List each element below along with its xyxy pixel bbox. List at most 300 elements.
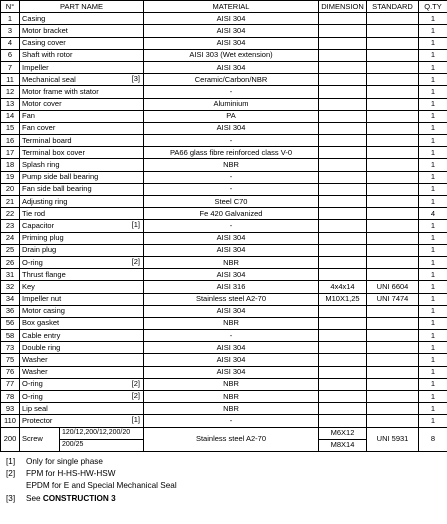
part-name: [20, 415, 144, 427]
header-dimension: DIMENSION: [319, 1, 367, 13]
table-row: [1, 256, 447, 268]
part-no: 25: [1, 244, 20, 256]
part-dimension: [319, 220, 367, 232]
part-no: 14: [1, 110, 20, 122]
part-dimension: [319, 122, 367, 134]
part-note-ref: [3]: [131, 74, 140, 84]
part-no: 110: [1, 415, 20, 427]
part-material: Steel C70: [144, 196, 319, 208]
part-material: AISI 304: [144, 354, 319, 366]
part-name-text: Box gasket: [22, 318, 60, 328]
part-name-text: O-ring: [22, 391, 43, 401]
part-dimension: [319, 244, 367, 256]
header-standard: STANDARD: [367, 1, 419, 13]
part-name: [20, 159, 144, 171]
part-material: AISI 304: [144, 232, 319, 244]
part-qty: 1: [419, 378, 447, 390]
part-name-text: Cable entry: [22, 330, 61, 340]
part-qty: 1: [419, 342, 447, 354]
part-name: [20, 208, 144, 220]
part-no: 13: [1, 98, 20, 110]
table-row: [1, 342, 447, 354]
part-name-text: Double ring: [22, 342, 61, 352]
footnote-2: [6, 468, 177, 480]
footnote-3-text: [26, 493, 116, 505]
part-standard: [367, 305, 419, 317]
part-standard: [367, 220, 419, 232]
part-qty: 1: [419, 171, 447, 183]
part-qty: 1: [419, 366, 447, 378]
table-row: [1, 147, 447, 159]
part-standard: [367, 74, 419, 86]
part-note-ref: [2]: [131, 378, 140, 388]
part-qty: 1: [419, 330, 447, 342]
part-material: AISI 316: [144, 281, 319, 293]
part-dimension: [319, 183, 367, 195]
part-name-text: Casing cover: [22, 38, 66, 48]
part-name: [20, 122, 144, 134]
part-no: 26: [1, 256, 20, 268]
part-material: NBR: [144, 391, 319, 403]
part-name-text: Pump side ball bearing: [22, 172, 99, 182]
table-row: [1, 366, 447, 378]
part-material: AISI 304: [144, 366, 319, 378]
part-dimension: [319, 232, 367, 244]
part-no: 15: [1, 122, 20, 134]
part-name: [20, 220, 144, 232]
part-name-text: Washer: [22, 367, 48, 377]
part-name-text: O-ring: [22, 257, 43, 267]
part-no: 16: [1, 135, 20, 147]
part-name: [20, 391, 144, 403]
screw-material: Stainless steel A2-70: [144, 427, 319, 451]
part-dimension: [319, 354, 367, 366]
part-qty: 1: [419, 25, 447, 37]
part-dimension: [319, 366, 367, 378]
part-note-ref: [2]: [131, 256, 140, 266]
part-standard: [367, 49, 419, 61]
table-row: [1, 378, 447, 390]
part-dimension: [319, 305, 367, 317]
part-material: Fe 420 Galvanized: [144, 208, 319, 220]
part-name-text: Impeller nut: [22, 294, 62, 304]
table-row: [1, 415, 447, 427]
part-no: 11: [1, 74, 20, 86]
part-material: AISI 304: [144, 61, 319, 73]
part-qty: 1: [419, 159, 447, 171]
part-note-ref: [1]: [131, 415, 140, 425]
part-name: [20, 293, 144, 305]
part-name: [20, 244, 144, 256]
part-name: [20, 13, 144, 25]
part-name: [20, 86, 144, 98]
part-standard: [367, 342, 419, 354]
part-qty: 1: [419, 37, 447, 49]
table-row: [1, 122, 447, 134]
screw-sizes-2: 200/25: [60, 439, 144, 451]
footnote-1-tag: [1]: [6, 457, 16, 466]
part-no: 21: [1, 196, 20, 208]
part-qty: 1: [419, 86, 447, 98]
part-no: 20: [1, 183, 20, 195]
table-row: [1, 183, 447, 195]
part-material: AISI 304: [144, 37, 319, 49]
part-standard: [367, 98, 419, 110]
part-no: 24: [1, 232, 20, 244]
part-dimension: [319, 74, 367, 86]
part-dimension: [319, 86, 367, 98]
part-name: [20, 37, 144, 49]
screw-standard: UNI 5931: [367, 427, 419, 451]
part-dimension: [319, 98, 367, 110]
part-name-text: Terminal box cover: [22, 147, 85, 157]
part-standard: [367, 86, 419, 98]
part-dimension: 4x4x14: [319, 281, 367, 293]
part-material: NBR: [144, 159, 319, 171]
part-dimension: [319, 49, 367, 61]
part-standard: UNI 6604: [367, 281, 419, 293]
table-row: [1, 293, 447, 305]
table-row: [1, 25, 447, 37]
header-row: [1, 1, 447, 13]
part-qty: 1: [419, 196, 447, 208]
part-dimension: [319, 415, 367, 427]
screw-no: 200: [1, 427, 20, 451]
part-name: [20, 269, 144, 281]
part-no: 22: [1, 208, 20, 220]
part-standard: [367, 330, 419, 342]
part-material: AISI 304: [144, 244, 319, 256]
screw-dimension-2: M8X14: [319, 439, 367, 451]
part-name-text: Adjusting ring: [22, 196, 68, 206]
part-no: 93: [1, 403, 20, 415]
part-dimension: [319, 25, 367, 37]
part-qty: 1: [419, 305, 447, 317]
part-standard: [367, 354, 419, 366]
part-no: 73: [1, 342, 20, 354]
part-qty: 1: [419, 403, 447, 415]
part-name-text: Protector: [22, 415, 53, 425]
table-row: [1, 49, 447, 61]
part-no: 17: [1, 147, 20, 159]
part-qty: 1: [419, 110, 447, 122]
part-name: [20, 135, 144, 147]
part-name-text: Mechanical seal: [22, 74, 76, 84]
part-dimension: M10X1,25: [319, 293, 367, 305]
part-standard: [367, 244, 419, 256]
footnote-1-text: Only for single phase: [26, 457, 103, 466]
header-qty: Q.TY: [419, 1, 447, 13]
part-name: [20, 330, 144, 342]
header-part-name: PART NAME: [20, 1, 144, 13]
part-qty: 1: [419, 122, 447, 134]
part-name: [20, 281, 144, 293]
part-name: [20, 317, 144, 329]
part-name: [20, 305, 144, 317]
part-no: 34: [1, 293, 20, 305]
part-name: [20, 366, 144, 378]
part-name-text: Priming plug: [22, 233, 64, 243]
part-material: -: [144, 415, 319, 427]
part-name-text: Fan: [22, 111, 35, 121]
part-no: 7: [1, 61, 20, 73]
part-note-ref: [1]: [131, 220, 140, 230]
table-row: [1, 196, 447, 208]
footnotes: [6, 456, 177, 505]
table-row: [1, 13, 447, 25]
part-name-text: Thrust flange: [22, 269, 66, 279]
part-name: [20, 25, 144, 37]
part-name-text: Drain plug: [22, 245, 57, 255]
footnote-2-text-2: EPDM for E and Special Mechanical Seal: [26, 481, 177, 491]
part-qty: 4: [419, 208, 447, 220]
part-material: NBR: [144, 378, 319, 390]
table-row: [1, 74, 447, 86]
part-qty: 1: [419, 317, 447, 329]
part-material: PA66 glass fibre reinforced class V-0: [144, 147, 319, 159]
part-no: 75: [1, 354, 20, 366]
table-row: [1, 37, 447, 49]
table-row: [1, 171, 447, 183]
table-row: [1, 269, 447, 281]
table-row: [1, 305, 447, 317]
part-name-text: Shaft with rotor: [22, 50, 73, 60]
screw-qty: 8: [419, 427, 447, 451]
part-dimension: [319, 391, 367, 403]
screw-sizes-1: 120/12,200/12,200/20: [60, 427, 144, 439]
table-row: [1, 232, 447, 244]
part-standard: [367, 391, 419, 403]
part-material: AISI 304: [144, 122, 319, 134]
part-name: [20, 61, 144, 73]
part-dimension: [319, 269, 367, 281]
part-material: -: [144, 135, 319, 147]
part-material: -: [144, 220, 319, 232]
part-no: 18: [1, 159, 20, 171]
part-standard: [367, 25, 419, 37]
part-standard: [367, 196, 419, 208]
table-row: [1, 159, 447, 171]
part-name-text: Washer: [22, 355, 48, 365]
part-qty: 1: [419, 220, 447, 232]
part-name: [20, 171, 144, 183]
table-row: [1, 317, 447, 329]
part-name-text: Lip seal: [22, 403, 48, 413]
part-dimension: [319, 13, 367, 25]
part-material: PA: [144, 110, 319, 122]
part-dimension: [319, 342, 367, 354]
footnote-3: [6, 493, 177, 505]
part-standard: [367, 183, 419, 195]
screw-name: Screw: [20, 427, 60, 451]
footnote-3-prefix: See: [26, 493, 43, 503]
part-dimension: [319, 196, 367, 208]
part-dimension: [319, 208, 367, 220]
part-qty: 1: [419, 61, 447, 73]
part-name-text: Capacitor: [22, 220, 55, 230]
part-standard: UNI 7474: [367, 293, 419, 305]
part-material: AISI 304: [144, 305, 319, 317]
part-qty: 1: [419, 391, 447, 403]
part-qty: 1: [419, 244, 447, 256]
part-material: -: [144, 171, 319, 183]
part-material: -: [144, 330, 319, 342]
part-material: AISI 304: [144, 25, 319, 37]
table-row: [1, 330, 447, 342]
part-standard: [367, 317, 419, 329]
part-no: 4: [1, 37, 20, 49]
part-qty: 1: [419, 269, 447, 281]
part-material: -: [144, 183, 319, 195]
part-note-ref: [2]: [131, 391, 140, 400]
part-name-text: Key: [22, 281, 35, 291]
part-standard: [367, 159, 419, 171]
table-row: [1, 220, 447, 232]
part-name-text: Casing: [22, 13, 46, 23]
screw-dimension-1: M6X12: [319, 427, 367, 439]
part-standard: [367, 366, 419, 378]
part-name-text: Motor bracket: [22, 25, 68, 35]
part-no: 32: [1, 281, 20, 293]
part-name-text: Tie rod: [22, 208, 46, 218]
table-row: [1, 61, 447, 73]
part-qty: 1: [419, 135, 447, 147]
part-qty: 1: [419, 147, 447, 159]
part-material: NBR: [144, 403, 319, 415]
part-material: NBR: [144, 317, 319, 329]
part-dimension: [319, 171, 367, 183]
footnote-2-text: FPM for H-HS-HW-HSW: [26, 469, 116, 479]
part-standard: [367, 61, 419, 73]
part-standard: [367, 403, 419, 415]
table-row-screw: [1, 427, 447, 439]
part-qty: 1: [419, 74, 447, 86]
part-name-text: Impeller: [22, 62, 49, 72]
part-dimension: [319, 159, 367, 171]
table-row: [1, 86, 447, 98]
part-dimension: [319, 147, 367, 159]
part-material: AISI 304: [144, 269, 319, 281]
table-row: [1, 135, 447, 147]
part-dimension: [319, 110, 367, 122]
construction-3-reference: CONSTRUCTION 3: [42, 493, 116, 503]
part-name: [20, 49, 144, 61]
part-standard: [367, 37, 419, 49]
footnote-2-continued: [6, 480, 177, 492]
part-dimension: [319, 37, 367, 49]
part-dimension: [319, 317, 367, 329]
part-dimension: [319, 378, 367, 390]
part-material: Ceramic/Carbon/NBR: [144, 74, 319, 86]
part-no: 78: [1, 391, 20, 403]
part-standard: [367, 256, 419, 268]
part-qty: 1: [419, 415, 447, 427]
part-material: AISI 304: [144, 13, 319, 25]
part-dimension: [319, 330, 367, 342]
part-qty: 1: [419, 13, 447, 25]
part-material: AISI 304: [144, 342, 319, 354]
part-name-text: Motor cover: [22, 99, 62, 109]
part-name: [20, 183, 144, 195]
footnote-3-tag: [3]: [6, 493, 16, 503]
header-material: MATERIAL: [144, 1, 319, 13]
part-name: [20, 354, 144, 366]
footnote-2-tag: [2]: [6, 469, 16, 479]
part-no: 23: [1, 220, 20, 232]
part-name: [20, 98, 144, 110]
part-name-text: Splash ring: [22, 160, 60, 170]
part-material: Aluminium: [144, 98, 319, 110]
part-name: [20, 196, 144, 208]
part-dimension: [319, 403, 367, 415]
part-dimension: [319, 256, 367, 268]
part-standard: [367, 269, 419, 281]
part-qty: 1: [419, 98, 447, 110]
part-material: Stainless steel A2-70: [144, 293, 319, 305]
part-dimension: [319, 61, 367, 73]
part-no: 6: [1, 49, 20, 61]
part-no: 76: [1, 366, 20, 378]
part-standard: [367, 232, 419, 244]
part-no: 58: [1, 330, 20, 342]
table-row: [1, 244, 447, 256]
part-standard: [367, 415, 419, 427]
part-name: [20, 403, 144, 415]
part-qty: 1: [419, 354, 447, 366]
table-row: [1, 403, 447, 415]
part-no: 19: [1, 171, 20, 183]
part-name: [20, 110, 144, 122]
part-standard: [367, 171, 419, 183]
part-name-text: Motor frame with stator: [22, 86, 99, 96]
part-no: 36: [1, 305, 20, 317]
part-name: [20, 378, 144, 390]
part-qty: 1: [419, 49, 447, 61]
table-row: [1, 354, 447, 366]
part-material: AISI 303 (Wet extension): [144, 49, 319, 61]
part-name: [20, 147, 144, 159]
table-row: [1, 110, 447, 122]
header-no: N°: [1, 1, 20, 13]
part-standard: [367, 147, 419, 159]
part-no: 31: [1, 269, 20, 281]
part-material: NBR: [144, 256, 319, 268]
part-standard: [367, 208, 419, 220]
part-no: 3: [1, 25, 20, 37]
part-standard: [367, 110, 419, 122]
part-name-text: Fan cover: [22, 123, 56, 133]
part-standard: [367, 378, 419, 390]
part-name: [20, 256, 144, 268]
part-standard: [367, 122, 419, 134]
part-name: [20, 74, 144, 86]
part-material: -: [144, 86, 319, 98]
table-row: [1, 208, 447, 220]
part-name: [20, 342, 144, 354]
part-dimension: [319, 135, 367, 147]
part-name-text: Motor casing: [22, 306, 65, 316]
part-no: 12: [1, 86, 20, 98]
part-name-text: Terminal board: [22, 135, 72, 145]
part-name: [20, 232, 144, 244]
table-row: [1, 281, 447, 293]
footnote-1: [6, 456, 177, 468]
part-qty: 1: [419, 183, 447, 195]
part-no: 77: [1, 378, 20, 390]
part-name-text: Fan side ball bearing: [22, 184, 92, 194]
table-row: [1, 391, 447, 403]
part-qty: 1: [419, 293, 447, 305]
